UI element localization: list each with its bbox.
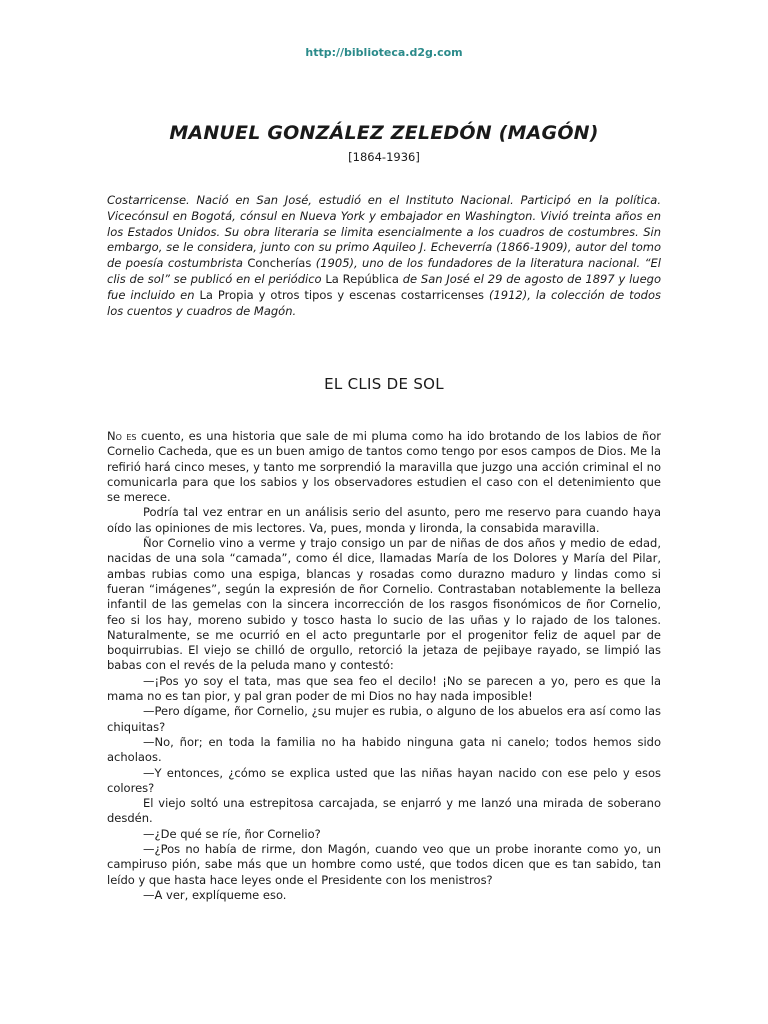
story-paragraph-text: cuento, es una historia que sale de mi pluma como ha ido brotando de los labios de ñor Cornelio Cacheda, que es un buen amigo de tantos como tengo por esos campos de Dios. Me la refirió hará cinco meses, y tanto me sorprendió la maravilla que juzgo una acción criminal el no comunicarla para que los sabios y los observadores estudien el caso con el detenimiento que se merece. [107, 429, 661, 505]
story-title: EL CLIS DE SOL [324, 375, 444, 393]
story-paragraph [107, 842, 661, 888]
story-paragraph-text: Podría tal vez entrar en un análisis serio del asunto, pero me reservo para cuando haya oído las opiniones de mis lectores. Va, pues, monda y lironda, la consabida maravilla. [107, 505, 661, 535]
author-title: MANUEL GONZÁLEZ ZELEDÓN (MAGÓN) [169, 122, 599, 144]
story-paragraph [107, 827, 661, 842]
author-dates: [1864-1936] [348, 150, 420, 164]
story-paragraph-text: Ñor Cornelio vino a verme y trajo consigo un par de niñas de dos años y medio de edad, nacidas de una sola “camada”, como él dice, llamadas María de los Dolores y María del Pilar, ambas rubias como una espiga, blancas y rosadas como durazno maduro y lindas como si fueran “imágenes”, según la expresión de ñor Cornelio. Contrastaban notablemente la belleza infantil de las gemelas con la sincera incorrección de los rasgos fisonómicos de ñor Cornelio, feo si los hay, moreno subido y tosco hasta lo sucio de las uñas y lo rajado de los talones. Naturalmente, se me ocurrió en el acto preguntarle por el progenitor feliz de aquel par de boquirrubias. El viejo se chilló de orgullo, retorció la jetaza de pejibaye rayado, se limpió las babas con el revés de la peluda mano y contestó: [107, 536, 661, 673]
author-biography [107, 193, 661, 319]
story-paragraph [107, 505, 661, 536]
story-paragraph-text: —A ver, explíqueme eso. [143, 887, 287, 902]
story-paragraph-text: —No, ñor; en toda la familia no ha habido ninguna gata ni canelo; todos hemos sido acholaos. [107, 734, 661, 765]
story-paragraph [107, 888, 661, 903]
bio-segment: Costarricense. Nació en San José, estudió en el Instituto Nacional. Participó en la política. Vicecónsul en Bogotá, cónsul en Nueva York y embajador en Washington. Vivió treinta años en los Estados Unidos. Su obra literaria se limita esencialmente a los cuadros de costumbres. Sin embargo, se le considera, junto con su primo Aquileo J. Echeverría (1866-1909), autor del tomo de poesía costumbrista [107, 193, 661, 271]
bio-segment: (1905), uno de los fundadores de la literatura nacional. “El clis de sol” se publicó en el periódico [107, 256, 661, 286]
source-url-link[interactable]: http://biblioteca.d2g.com [305, 46, 463, 59]
bio-segment: La República [325, 271, 399, 286]
story-paragraph [107, 766, 661, 797]
story-paragraph-text: —Pero dígame, ñor Cornelio, ¿su mujer es rubia, o alguno de los abuelos era así como las chiquitas? [107, 704, 661, 734]
story-paragraph [107, 429, 661, 505]
story-paragraph [107, 735, 661, 766]
story-paragraph-text: —¡Pos yo soy el tata, mas que sea feo el decilo! ¡No se parecen a yo, pero es que la mama no es tan pior, y pal gran poder de mi Dios no hay nada imposible! [107, 673, 661, 704]
bio-segment: de San José el 29 de agosto de 1897 y luego fue incluido en [107, 271, 661, 302]
story-paragraph [107, 704, 661, 735]
story-paragraph [107, 536, 661, 674]
bio-segment: (1912), la colección de todos los cuentos y cuadros de Magón. [107, 287, 661, 318]
bio-segment: La Propia y otros tipos y escenas costarricenses [199, 287, 485, 302]
story-paragraph-text: —Y entonces, ¿cómo se explica usted que las niñas hayan nacido con ese pelo y esos colores? [107, 765, 661, 795]
story-paragraph [107, 796, 661, 827]
story-first-words: No es [107, 429, 137, 443]
bio-segment: Concherías [247, 256, 312, 271]
story-paragraph [107, 674, 661, 705]
story-body [107, 429, 661, 903]
story-paragraph-text: El viejo soltó una estrepitosa carcajada, se enjarró y me lanzó una mirada de soberano desdén. [107, 796, 661, 826]
story-paragraph-text: —¿De qué se ríe, ñor Cornelio? [143, 826, 321, 841]
story-paragraph-text: —¿Pos no había de rirme, don Magón, cuando veo que un probe inorante como yo, un campiruso pión, sabe más que un hombre como usté, que todos dicen que es tan sabido, tan leído y que hasta hace leyes onde el Presidente con los menistros? [107, 842, 661, 887]
